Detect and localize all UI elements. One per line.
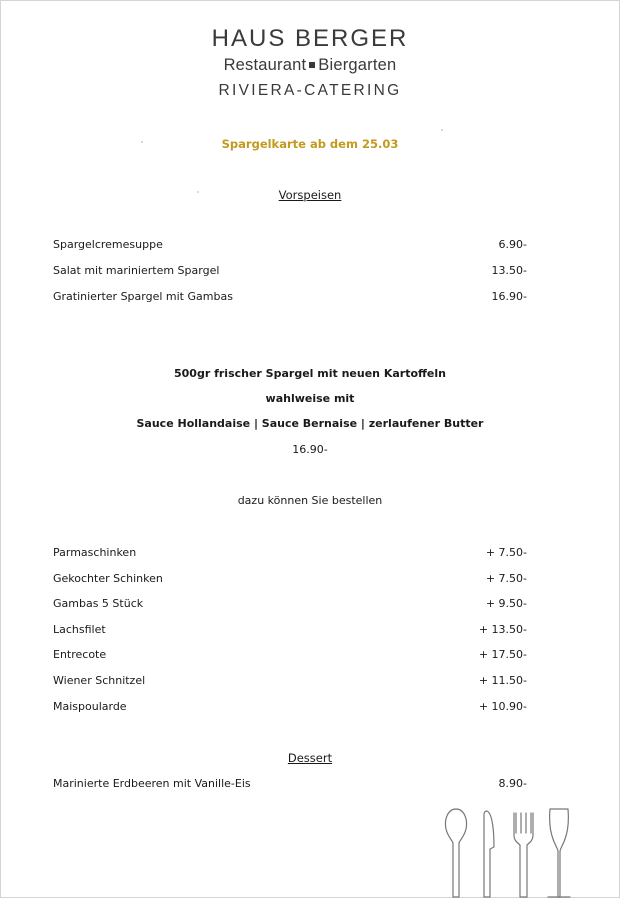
addon-name: Gambas 5 Stück — [53, 597, 144, 610]
addon-name: Gekochter Schinken — [53, 572, 163, 585]
main-dish-sauces: Sauce Hollandaise | Sauce Bernaise | zerlaufener Butter — [136, 417, 484, 430]
scan-speck — [441, 129, 443, 131]
subtitle-biergarten: Biergarten — [318, 56, 397, 74]
menu-item — [53, 290, 527, 306]
scan-speck — [197, 191, 199, 193]
addon-name: Maispoularde — [53, 700, 127, 713]
wine-glass-icon — [548, 809, 570, 897]
addon-item — [53, 623, 527, 639]
subtitle-restaurant: Restaurant — [223, 56, 307, 74]
menu-title: Spargelkarte ab dem 25.03 — [221, 137, 399, 151]
cutlery-illustration-icon — [442, 807, 572, 899]
addon-price: + 17.50- — [478, 648, 527, 661]
square-separator-icon — [309, 62, 315, 68]
menu-item — [53, 264, 527, 280]
menu-item-price: 6.90- — [498, 238, 527, 251]
brand-subtitle — [1, 56, 619, 75]
addon-item — [53, 648, 527, 664]
addon-item — [53, 700, 527, 716]
section-title-starters: Vorspeisen — [278, 188, 342, 202]
addon-price: + 7.50- — [485, 546, 527, 559]
main-dish-line-2: wahlweise mit — [265, 392, 355, 405]
addon-intro: dazu können Sie bestellen — [237, 494, 383, 507]
menu-item-name: Salat mit mariniertem Spargel — [53, 264, 220, 277]
menu-item-price: 13.50- — [491, 264, 527, 277]
addon-price: + 10.90- — [478, 700, 527, 713]
addon-price: + 13.50- — [478, 623, 527, 636]
menu-item-name: Gratinierter Spargel mit Gambas — [53, 290, 233, 303]
addon-item — [53, 572, 527, 588]
addon-price: + 9.50- — [485, 597, 527, 610]
addon-name: Entrecote — [53, 648, 107, 661]
addon-name: Parmaschinken — [53, 546, 137, 559]
addon-name: Lachsfilet — [53, 623, 106, 636]
fork-icon — [514, 813, 533, 897]
addon-name: Wiener Schnitzel — [53, 674, 146, 687]
addon-price: + 11.50- — [478, 674, 527, 687]
knife-icon — [484, 811, 494, 897]
menu-item-price: 16.90- — [491, 290, 527, 303]
section-title-dessert: Dessert — [287, 751, 333, 765]
addon-price: + 7.50- — [485, 572, 527, 585]
dessert-item — [53, 777, 527, 793]
menu-item-name: Spargelcremesuppe — [53, 238, 163, 251]
brand-catering: RIVIERA-CATERING — [218, 82, 402, 99]
main-dish-line-1: 500gr frischer Spargel mit neuen Kartoffeln — [174, 367, 446, 380]
addon-item — [53, 597, 527, 613]
brand-name: HAUS BERGER — [211, 25, 409, 52]
spoon-icon — [445, 809, 466, 897]
addon-item — [53, 674, 527, 690]
main-dish-price: 16.90- — [292, 443, 328, 456]
dessert-item-name: Marinierte Erdbeeren mit Vanille-Eis — [53, 777, 251, 790]
dessert-item-price: 8.90- — [498, 777, 527, 790]
menu-item — [53, 238, 527, 254]
scan-speck — [141, 141, 143, 143]
addon-item — [53, 546, 527, 562]
